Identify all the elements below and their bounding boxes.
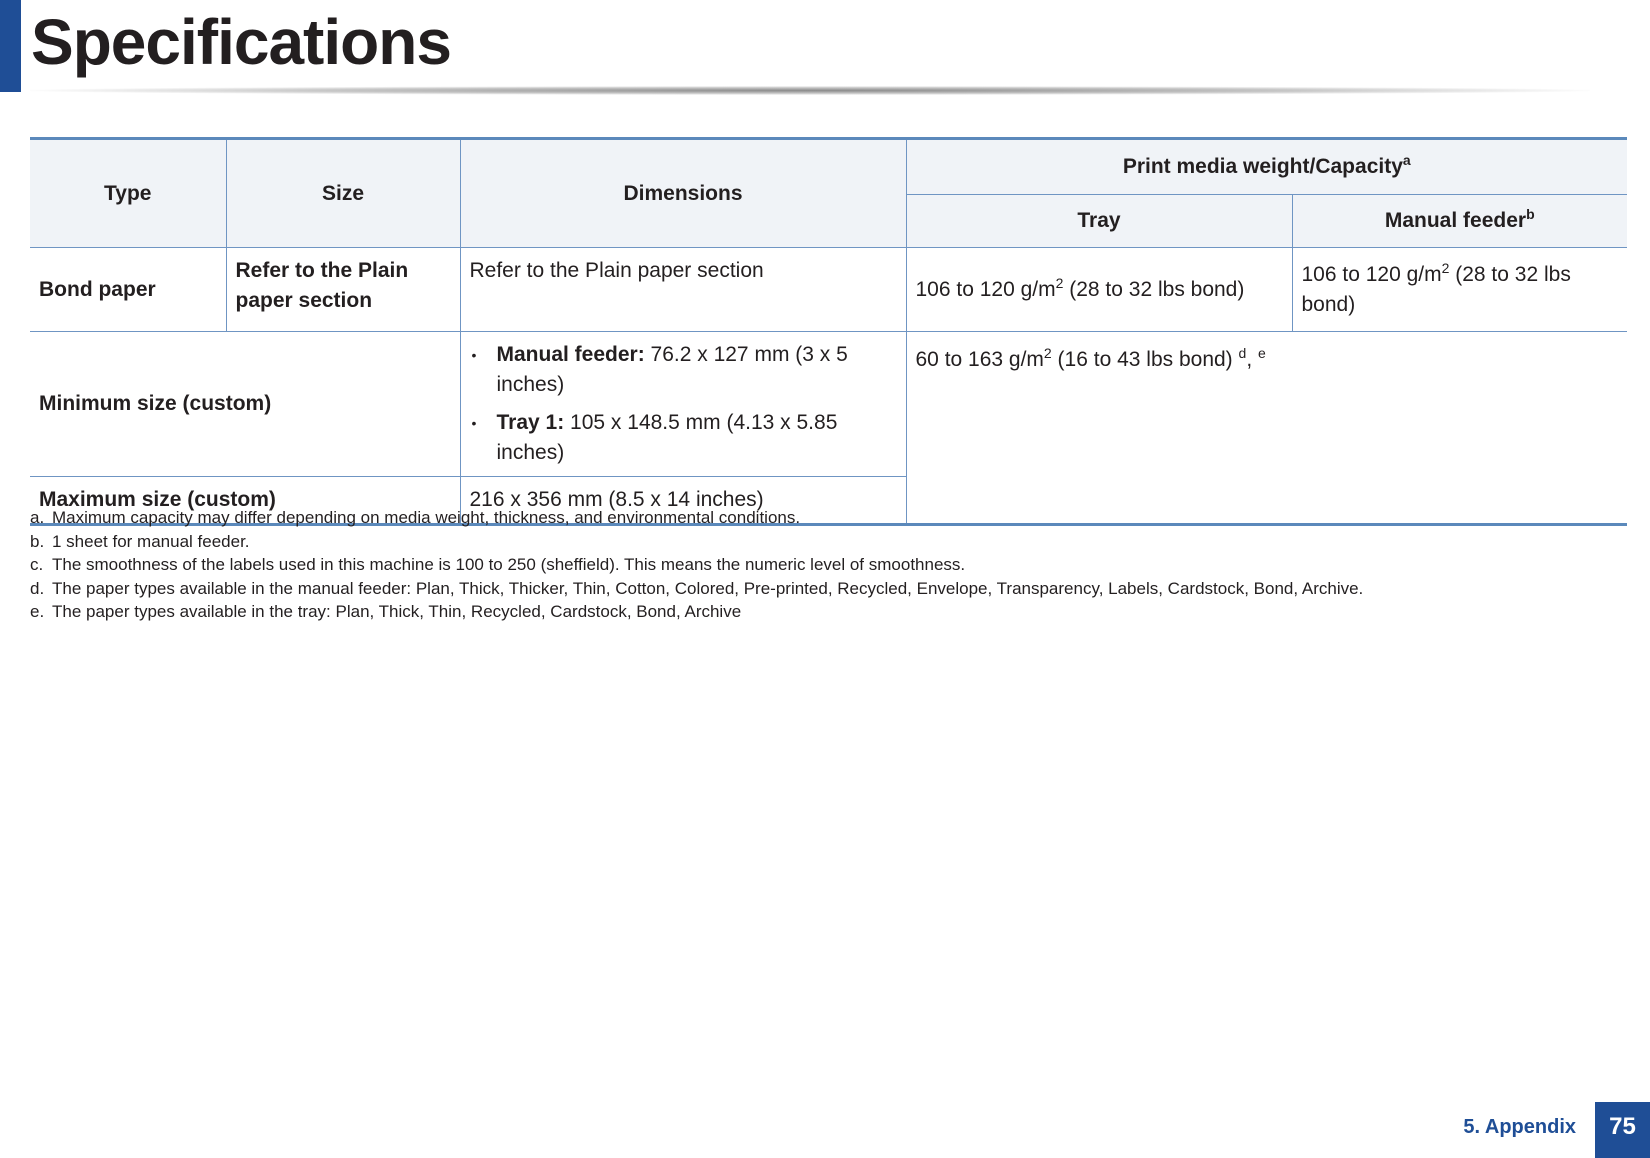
tray-label: Tray 1:	[496, 411, 565, 434]
footnote-letter: a.	[30, 508, 45, 527]
specifications-table	[30, 137, 1627, 526]
table-row	[30, 248, 1627, 332]
page-title: Specifications	[31, 6, 451, 78]
bond-tray-weight-prefix: 106 to 120 g/m	[915, 277, 1056, 301]
header-dimensions: Dimensions	[460, 139, 906, 248]
minimum-size-label: Minimum size (custom)	[30, 332, 460, 477]
footnote-d	[30, 577, 1620, 601]
bond-dimensions-cell: Refer to the Plain paper section	[460, 248, 906, 332]
header-weight-capacity-label: Print media weight/Capacity	[1122, 155, 1403, 178]
page-number-badge: 75	[1595, 1102, 1650, 1158]
header-tray: Tray	[906, 195, 1292, 248]
footnote-a	[30, 506, 1620, 530]
footer-section-link[interactable]: 5. Appendix	[1463, 1116, 1576, 1138]
footnote-text: The paper types available in the tray: Plan, Thick, Thin, Recycled, Cardstock, Bond, Archive	[52, 602, 742, 621]
header-weight-capacity	[906, 139, 1627, 195]
footnote-letter: c.	[30, 555, 44, 574]
bond-manual-weight-cell	[1292, 248, 1627, 332]
bullet: •	[471, 347, 477, 363]
minimum-dimensions-cell	[460, 332, 906, 477]
footnote-e	[30, 600, 1620, 624]
manual-feeder-min-size: 76.2 x 127 mm (3 x 5 inches)	[496, 343, 848, 396]
header-type: Type	[30, 139, 226, 248]
footnote-ref-a: a	[1402, 152, 1411, 168]
footnote-b	[30, 530, 1620, 554]
list-item	[470, 340, 897, 400]
bond-tray-weight-suffix: (28 to 32 lbs bond)	[1063, 277, 1245, 301]
bond-size-cell: Refer to the Plain paper section	[226, 248, 460, 332]
footnote-letter: b.	[30, 531, 45, 551]
footnote-text: Maximum capacity may differ depending on media weight, thickness, and environmental conditions.	[52, 508, 801, 527]
footnote-text: The smoothness of the labels used in this machine is 100 to 250 (sheffield). This means the numeric level of smoothness.	[52, 555, 966, 574]
minimum-dimensions-list	[470, 340, 897, 468]
footnote-letter: d.	[30, 578, 45, 598]
manual-feeder-label: Manual feeder:	[496, 343, 645, 366]
footnote-ref-e: e	[1257, 345, 1266, 361]
footnote-ref-separator: ,	[1246, 348, 1258, 371]
footnote-ref-d: d	[1238, 345, 1247, 361]
footnote-text: The paper types available in the manual feeder: Plan, Thick, Thicker, Thin, Cotton, Colored, Pre-printed, Recycled, Envelope, Transparency, Labels, Cardstock, Bond, Archive.	[52, 578, 1364, 598]
title-underline	[30, 86, 1590, 95]
title-accent-bar	[0, 0, 21, 92]
bond-tray-weight-cell	[906, 248, 1292, 332]
bond-tray-weight-sup: 2	[1055, 274, 1064, 291]
table-row	[30, 332, 1627, 477]
custom-weight-sup: 2	[1043, 345, 1052, 361]
bullet: •	[471, 415, 477, 431]
custom-weight-suffix: (16 to 43 lbs bond)	[1051, 348, 1239, 371]
footnote-ref-b: b	[1526, 206, 1535, 222]
footnote-text: 1 sheet for manual feeder.	[52, 531, 250, 551]
custom-weight-prefix: 60 to 163 g/m	[915, 348, 1044, 371]
header-manual-feeder	[1292, 195, 1627, 248]
tray-min-size: 105 x 148.5 mm (4.13 x 5.85 inches)	[496, 411, 838, 464]
header-manual-feeder-label: Manual feeder	[1384, 209, 1527, 232]
footnotes	[30, 506, 1620, 624]
header-size: Size	[226, 139, 460, 248]
footnote-c	[30, 553, 1620, 577]
maximum-dimensions-cell: 216 x 356 mm (8.5 x 14 inches)	[460, 477, 906, 525]
list-item	[470, 408, 897, 468]
bond-manual-weight-suffix: (28 to 32 lbs bond)	[1301, 262, 1571, 316]
custom-weight-cell	[906, 332, 1627, 525]
bond-manual-weight-sup: 2	[1441, 259, 1450, 276]
maximum-size-label: Maximum size (custom)	[30, 477, 460, 525]
bond-type-cell: Bond paper	[30, 248, 226, 332]
bond-manual-weight-prefix: 106 to 120 g/m	[1301, 262, 1442, 286]
footnote-letter: e.	[30, 602, 45, 621]
